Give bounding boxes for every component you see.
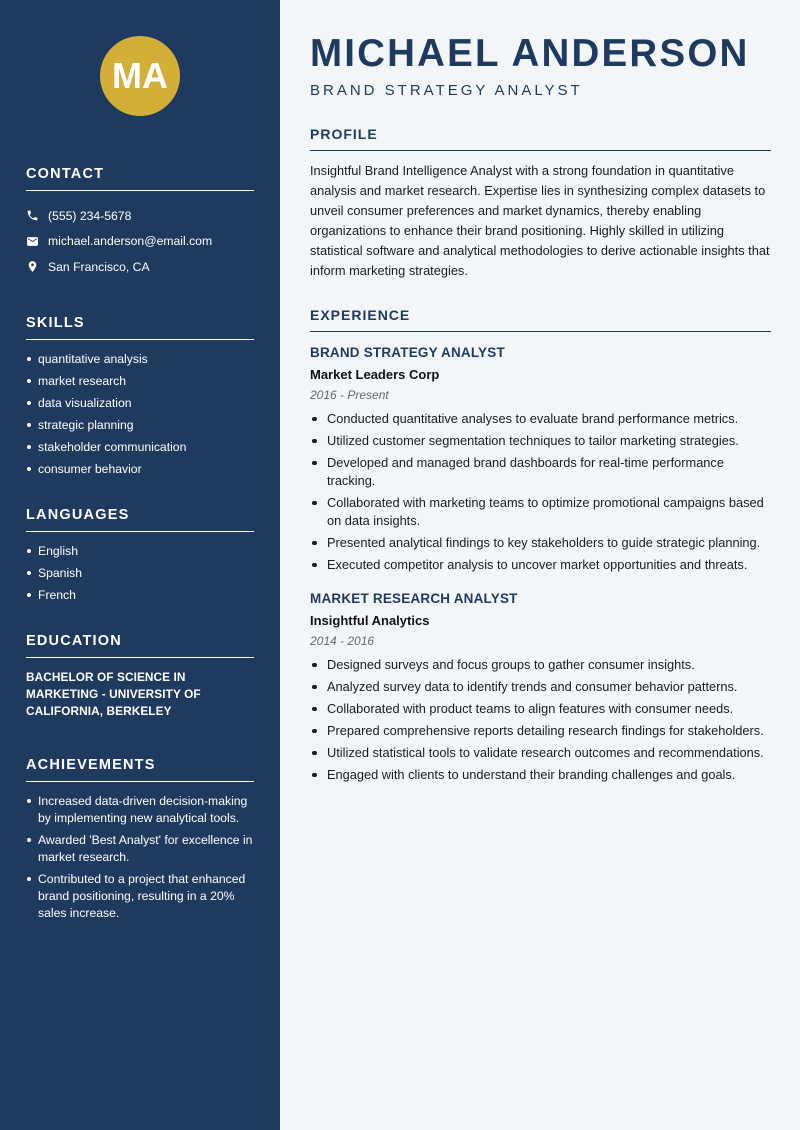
job-bullet: Conducted quantitative analyses to evaluate brand performance metrics. bbox=[310, 410, 771, 428]
job-bullet: Designed surveys and focus groups to gather consumer insights. bbox=[310, 656, 771, 674]
job-dates: 2016 - Present bbox=[310, 387, 389, 402]
skill-item: quantitative analysis bbox=[26, 351, 254, 367]
job-bullet: Analyzed survey data to identify trends and consumer behavior patterns. bbox=[310, 678, 771, 696]
achievement-item: Awarded 'Best Analyst' for excellence in market research. bbox=[26, 832, 254, 866]
contact-location bbox=[26, 254, 254, 280]
language-item: French bbox=[26, 587, 254, 603]
candidate-title: BRAND STRATEGY ANALYST bbox=[310, 82, 583, 99]
job-bullet: Developed and managed brand dashboards for real-time performance tracking. bbox=[310, 454, 771, 490]
job-bullets bbox=[310, 656, 771, 784]
job-dates: 2014 - 2016 bbox=[310, 633, 375, 648]
job-bullets bbox=[310, 410, 771, 574]
job-bullet: Utilized statistical tools to validate research outcomes and recommendations. bbox=[310, 744, 771, 762]
job-bullet: Presented analytical findings to key stakeholders to guide strategic planning. bbox=[310, 534, 771, 552]
profile-text: Insightful Brand Intelligence Analyst with a strong foundation in quantitative analysis and market research. Expertise lies in synthesizing complex datasets to unveil consumer preferences and market dynamics, thereby enabling organizations to enhance their brand positioning. Highly skilled in utilizing statistical software and analytical methodologies to derive actionable insights that inform marketing strategies. bbox=[310, 163, 770, 279]
skill-item: data visualization bbox=[26, 395, 254, 411]
profile-heading: PROFILE bbox=[310, 126, 771, 151]
skill-item: stakeholder communication bbox=[26, 439, 254, 455]
profile-section bbox=[310, 126, 771, 282]
email-icon bbox=[26, 235, 39, 248]
contact-email bbox=[26, 229, 254, 255]
experience-section bbox=[310, 307, 771, 784]
language-item: English bbox=[26, 543, 254, 559]
job-bullet: Engaged with clients to understand their branding challenges and goals. bbox=[310, 766, 771, 784]
skills-heading: SKILLS bbox=[26, 315, 254, 340]
contact-phone bbox=[26, 203, 254, 229]
location-text: San Francisco, CA bbox=[48, 259, 150, 274]
job-entry bbox=[310, 345, 771, 574]
email-text[interactable]: michael.anderson@email.com bbox=[48, 234, 213, 249]
main-content bbox=[310, 0, 771, 788]
contact-section bbox=[26, 166, 254, 280]
job-bullet: Prepared comprehensive reports detailing research findings for stakeholders. bbox=[310, 722, 771, 740]
language-item: Spanish bbox=[26, 565, 254, 581]
achievements-list bbox=[26, 793, 254, 922]
skill-item: market research bbox=[26, 373, 254, 389]
education-heading: EDUCATION bbox=[26, 633, 254, 658]
candidate-name: MICHAEL ANDERSON bbox=[310, 32, 750, 75]
job-bullet: Executed competitor analysis to uncover market opportunities and threats. bbox=[310, 556, 771, 574]
education-degree: BACHELOR OF SCIENCE IN MARKETING - UNIVERSITY OF CALIFORNIA, BERKELEY bbox=[26, 669, 201, 718]
phone-text[interactable]: (555) 234-5678 bbox=[48, 208, 132, 223]
experience-heading: EXPERIENCE bbox=[310, 307, 771, 332]
phone-icon bbox=[26, 209, 39, 222]
avatar: MA bbox=[100, 36, 180, 116]
languages-section bbox=[26, 507, 254, 603]
contact-heading: CONTACT bbox=[26, 166, 254, 191]
languages-list bbox=[26, 543, 254, 603]
skill-item: strategic planning bbox=[26, 417, 254, 433]
achievement-item: Increased data-driven decision-making by implementing new analytical tools. bbox=[26, 793, 254, 827]
job-company: Market Leaders Corp bbox=[310, 366, 440, 382]
contact-list bbox=[26, 203, 254, 280]
job-title: BRAND STRATEGY ANALYST bbox=[310, 344, 505, 360]
skills-section bbox=[26, 315, 254, 477]
skills-list bbox=[26, 351, 254, 477]
job-bullet: Collaborated with marketing teams to optimize promotional campaigns based on data insights. bbox=[310, 494, 771, 530]
location-pin-icon bbox=[26, 260, 39, 273]
job-bullet: Utilized customer segmentation techniques to tailor marketing strategies. bbox=[310, 432, 771, 450]
job-company: Insightful Analytics bbox=[310, 612, 430, 628]
achievement-item: Contributed to a project that enhanced brand positioning, resulting in a 20% sales increase. bbox=[26, 871, 254, 922]
education-section bbox=[26, 633, 254, 720]
languages-heading: LANGUAGES bbox=[26, 507, 254, 532]
achievements-heading: ACHIEVEMENTS bbox=[26, 757, 254, 782]
job-title: MARKET RESEARCH ANALYST bbox=[310, 590, 518, 606]
job-entry bbox=[310, 591, 771, 784]
job-bullet: Collaborated with product teams to align features with consumer needs. bbox=[310, 700, 771, 718]
achievements-section bbox=[26, 757, 254, 922]
sidebar bbox=[0, 0, 280, 1130]
skill-item: consumer behavior bbox=[26, 461, 254, 477]
